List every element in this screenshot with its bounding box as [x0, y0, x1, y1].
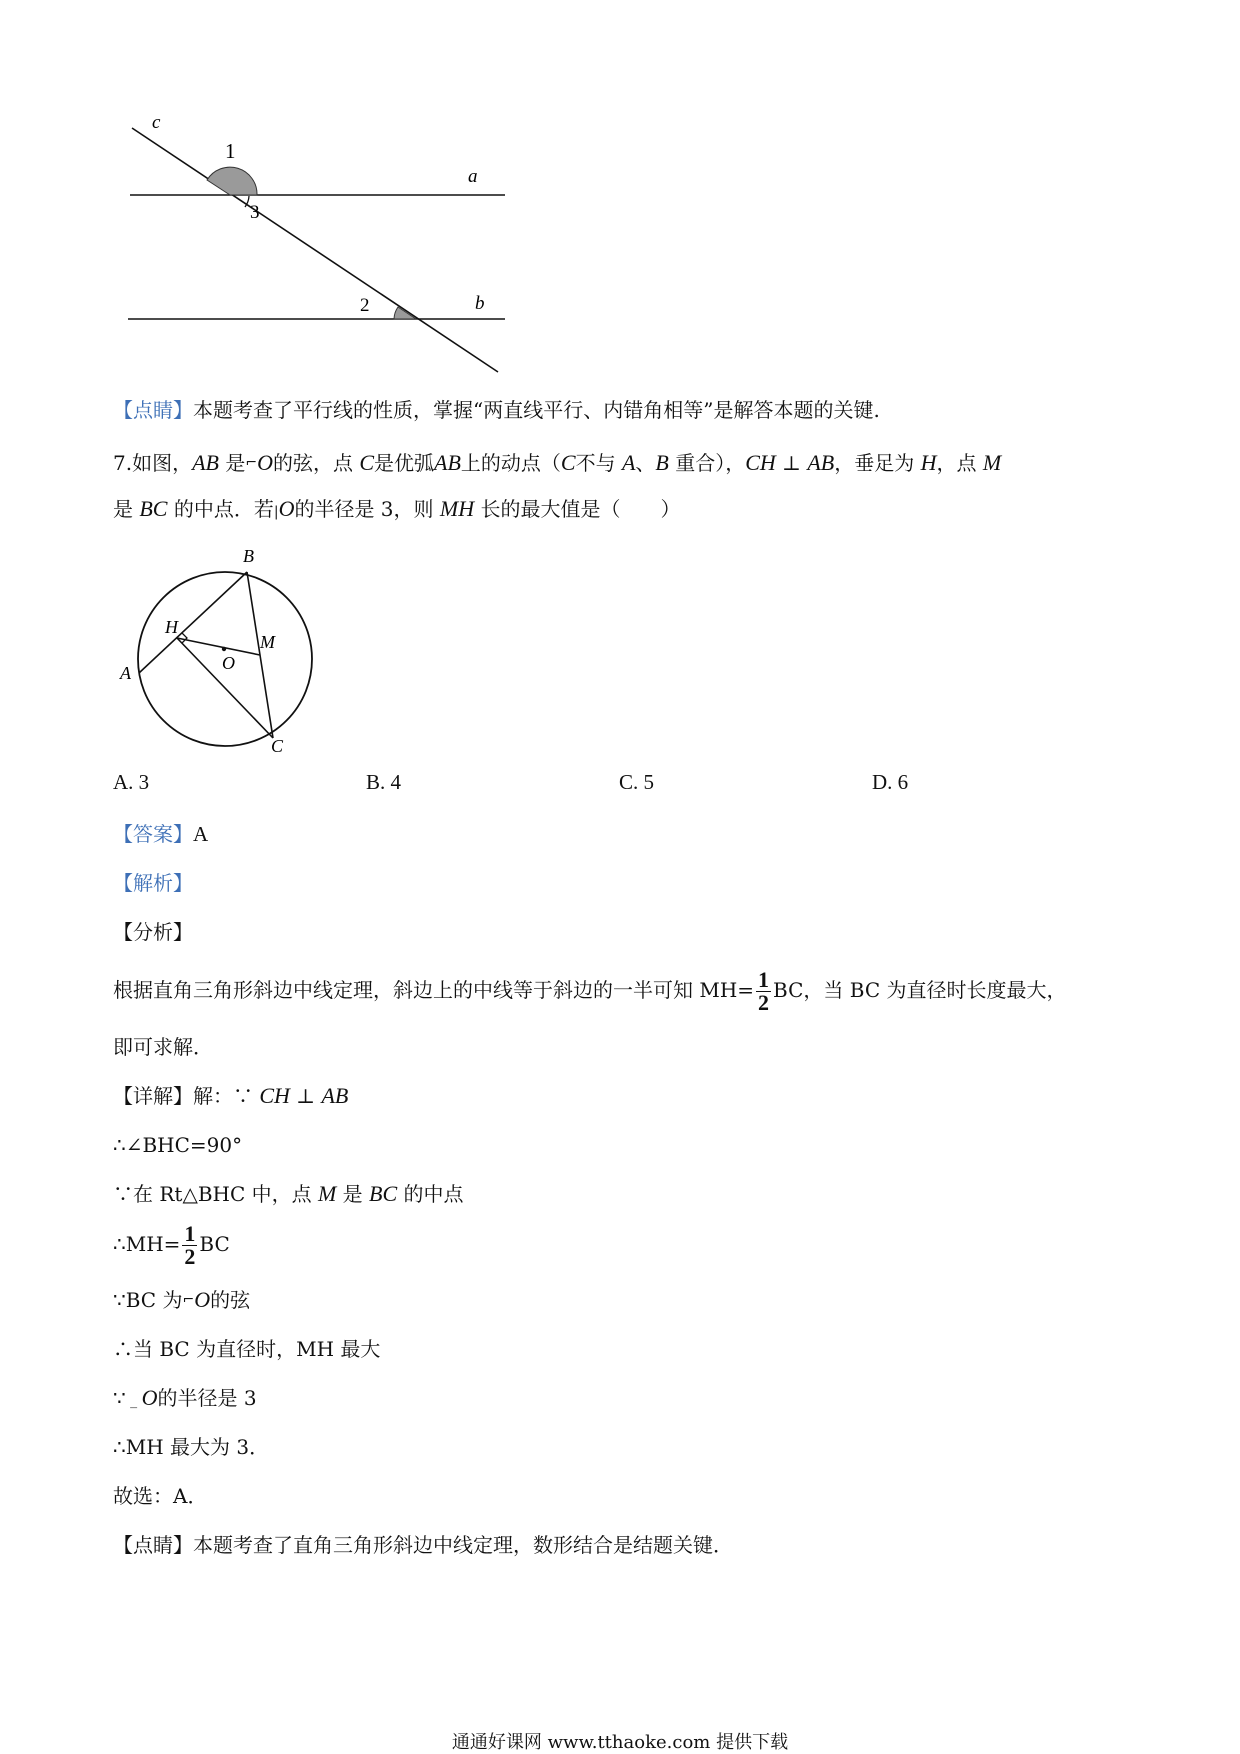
dianjing-tag: 【点睛】 [113, 1533, 193, 1557]
q-text: 上的动点（ [460, 451, 561, 475]
option-a: A. 3 [113, 770, 150, 794]
label-h: H [165, 617, 178, 637]
q-text: ，点 [936, 451, 983, 475]
detail-text: ∴MH= [113, 1232, 181, 1256]
angle-1-arc [207, 167, 257, 195]
detail-line-9: 故选：A． [113, 1484, 208, 1508]
detail-line-1 [113, 1082, 348, 1110]
detail-text: 解：∵ [193, 1084, 260, 1108]
q-mh: MH [439, 496, 475, 521]
detail-line-5 [113, 1286, 250, 1314]
circle-symbol-icon: | [273, 504, 279, 520]
q-ab: AB [807, 450, 835, 475]
label-c: c [152, 112, 161, 133]
answer-tag: 【答案】 [113, 822, 193, 846]
label-3: 3 [250, 202, 260, 223]
detail-tag: 【详解】 [113, 1084, 193, 1108]
detail-text: 的半径是 3 [157, 1386, 257, 1410]
detail-text: 的弦 [210, 1288, 251, 1312]
detail-line-4 [113, 1215, 230, 1273]
q-text: 不与 [575, 451, 622, 475]
circle-symbol-icon: _ [125, 1393, 142, 1409]
detail-text: BC [199, 1232, 230, 1256]
q-text: 长的最大值是（ ） [474, 497, 681, 521]
question-line-1 [113, 449, 1001, 477]
angle-2-arc [394, 307, 416, 319]
label-1: 1 [225, 139, 236, 163]
fraction-numerator: 1 [184, 1221, 196, 1246]
fraction-denominator: 2 [758, 990, 770, 1015]
detail-line-8: ∴MH 最大为 3． [113, 1435, 270, 1459]
fraction-numerator: 1 [758, 967, 770, 992]
page-footer: 通通好课网 www.tthaoke.com 提供下载 [451, 1732, 789, 1753]
label-m: M [260, 632, 275, 652]
label-o: O [222, 653, 235, 673]
perp-symbol: ⊥ [289, 1084, 322, 1108]
label-c: C [271, 736, 284, 755]
dianjing-1 [113, 396, 880, 424]
q-text: 重合）， [668, 451, 746, 475]
detail-text: 是 [336, 1182, 370, 1206]
dianjing-text: 本题考查了平行线的性质，掌握“两直线平行、内错角相等”是解答本题的关键. [193, 398, 880, 422]
fraction-denominator: 2 [184, 1244, 196, 1269]
center-dot [222, 647, 226, 651]
detail-line-2: ∴∠BHC=90° [113, 1133, 243, 1157]
fraction-one-half [182, 1223, 197, 1268]
q-text: 是 [113, 497, 140, 521]
label-a: a [468, 166, 478, 187]
q-text: ，垂足为 [834, 451, 921, 475]
detail-line-6: ∴当 BC 为直径时，MH 最大 [113, 1337, 381, 1361]
q-text: 的中点．若 [167, 497, 274, 521]
q-text: 是优弧 [374, 451, 435, 475]
option-d: D. 6 [872, 770, 909, 794]
q-num: 7.如图， [113, 451, 193, 475]
q-c: C [560, 450, 576, 475]
dianjing-tag: 【点睛】 [113, 398, 193, 422]
label-2: 2 [360, 295, 370, 316]
detail-line-7 [113, 1384, 257, 1415]
perp-symbol: ⊥ [775, 451, 808, 475]
fenxi-text-pre: 根据直角三角形斜边中线定理，斜边上的中线等于斜边的一半可知 MH= [113, 978, 755, 1002]
detail-m: M [318, 1181, 337, 1206]
q-b: B [655, 450, 669, 475]
detail-text: ∵BC 为 [113, 1288, 183, 1312]
q-o: O [257, 450, 273, 475]
analysis-tag: 【解析】 [113, 871, 193, 895]
circle-figure [108, 545, 328, 755]
detail-line-3 [113, 1180, 464, 1208]
fenxi-tag: 【分析】 [113, 920, 193, 944]
detail-o: O [141, 1385, 158, 1410]
option-c: C. 5 [619, 770, 655, 794]
q-text: 的半径是 3，则 [294, 497, 440, 521]
q-text: 、 [635, 451, 656, 475]
fenxi-text-post: BC，当 BC 为直径时长度最大， [773, 978, 1067, 1002]
fraction-one-half [756, 969, 771, 1014]
q-ab: AB [192, 450, 219, 475]
q-m: M [982, 450, 1002, 475]
question-line-2 [113, 495, 680, 526]
segment-hm [177, 638, 260, 655]
q-o: O [278, 496, 295, 521]
parallel-lines-figure [110, 110, 530, 380]
right-angle-mark [182, 633, 187, 643]
detail-o: O [194, 1287, 211, 1312]
fenxi-line-2: 即可求解． [113, 1035, 213, 1059]
q-bc: BC [139, 496, 168, 521]
detail-bc: BC [369, 1181, 398, 1206]
q-h: H [920, 450, 937, 475]
dianjing-text: 本题考查了直角三角形斜边中线定理，数形结合是结题关键． [193, 1533, 733, 1557]
q-c: C [359, 450, 375, 475]
line-c [132, 128, 498, 372]
label-b: B [243, 546, 254, 566]
detail-ch: CH [259, 1083, 290, 1108]
answer-value: A [193, 822, 209, 846]
answer-line [113, 820, 208, 848]
q-text: 是 [218, 451, 246, 475]
q-a: A [621, 450, 636, 475]
q-text: 的弦，点 [272, 451, 360, 475]
detail-text: ∵在 Rt△BHC 中，点 [113, 1182, 318, 1206]
label-a: A [120, 663, 131, 683]
q-ab: AB [434, 450, 461, 475]
detail-ab: AB [321, 1083, 349, 1108]
label-b: b [475, 293, 485, 314]
dianjing-2 [113, 1531, 733, 1559]
detail-text: ∵ [113, 1386, 126, 1410]
detail-text: 的中点 [397, 1182, 464, 1206]
circle-symbol-icon: ⌐ [245, 455, 258, 471]
fenxi-line-1 [113, 960, 1067, 1020]
circle-symbol-icon: ⌐ [182, 1292, 195, 1308]
q-ch: CH [745, 450, 776, 475]
option-b: B. 4 [366, 770, 402, 794]
